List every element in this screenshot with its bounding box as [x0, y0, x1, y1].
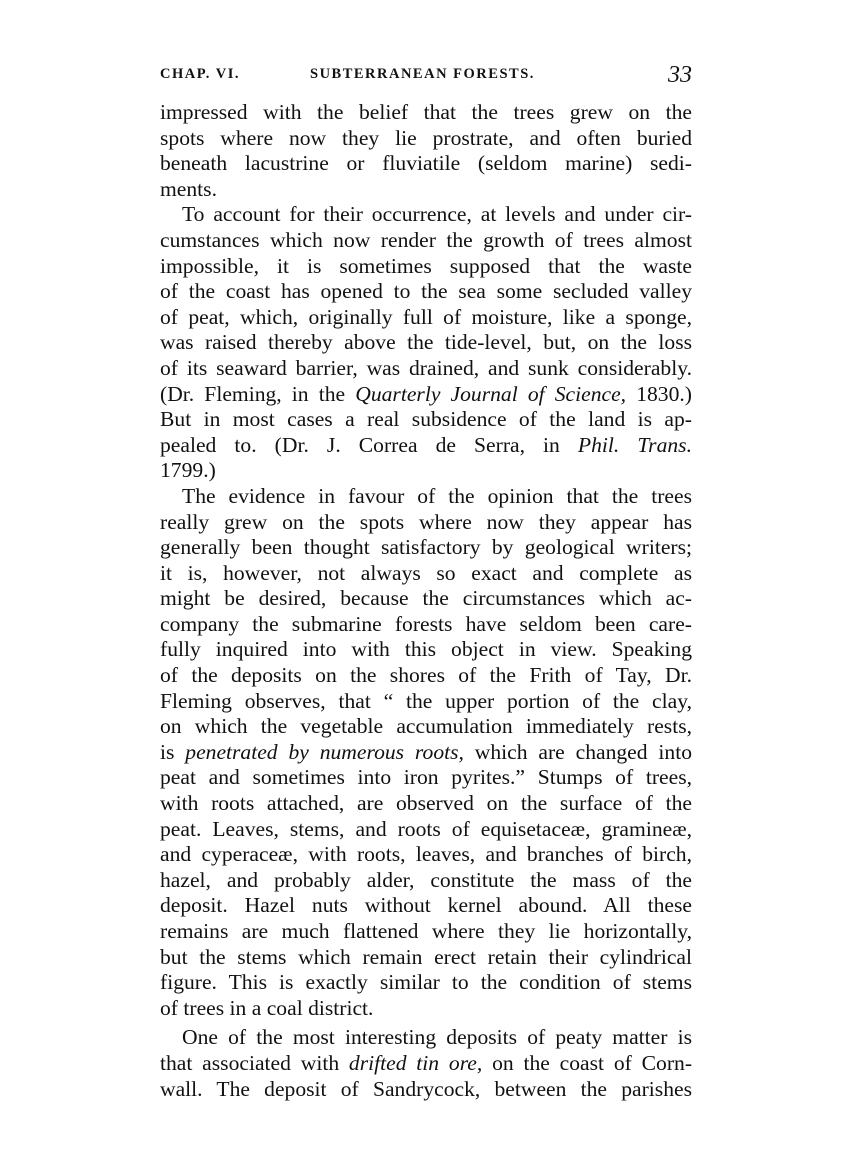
- paragraph-3: [160, 484, 692, 1021]
- journal-title: Quarterly Journal of Science,: [355, 381, 627, 406]
- paragraph-4: [160, 1025, 692, 1102]
- text-line: peat. Leaves, stems, and roots of equisetaceæ, gramineæ,: [160, 816, 692, 841]
- text-line: Fleming observes, that “ the upper portion of the clay,: [160, 688, 692, 713]
- text-line: 1799.): [160, 458, 216, 483]
- text-line: But in most cases a real subsidence of the land is ap-: [160, 407, 692, 432]
- page-number: 33: [668, 62, 692, 88]
- paragraph-2: [160, 202, 692, 484]
- text-line: generally been thought satisfactory by geological writers;: [160, 535, 692, 560]
- citation-line: [160, 433, 692, 459]
- quoted-line: [160, 740, 692, 766]
- text-line: with roots attached, are observed on the surface of the: [160, 791, 692, 816]
- text-line: peat and sometimes into iron pyrites.” Stumps of trees,: [160, 765, 692, 790]
- text-line: it is, however, not always so exact and complete as: [160, 560, 692, 585]
- body-text: [160, 100, 692, 1102]
- chapter-label: CHAP. VI.: [160, 66, 240, 82]
- text-line: of the coast has opened to the sea some secluded valley: [160, 279, 692, 304]
- text-run: pealed to. (Dr. J. Correa de Serra, in: [160, 432, 578, 457]
- emphasis-text: penetrated by numerous roots,: [185, 739, 464, 764]
- text-run: 1830.): [626, 381, 692, 406]
- text-line: cumstances which now render the growth of trees almost: [160, 227, 692, 252]
- text-line: One of the most interesting deposits of peaty matter is: [182, 1025, 692, 1050]
- text-run: that associated with: [160, 1050, 349, 1075]
- text-line: on which the vegetable accumulation immediately rests,: [160, 714, 692, 739]
- text-line: of its seaward barrier, was drained, and sunk considerably.: [160, 355, 692, 380]
- text-line: was raised thereby above the tide-level, but, on the loss: [160, 330, 692, 355]
- text-line: spots where now they lie prostrate, and often buried: [160, 125, 692, 150]
- text-line: remains are much flattened where they lie horizontally,: [160, 919, 692, 943]
- text-run: is: [160, 739, 186, 764]
- text-line: [160, 1051, 692, 1077]
- text-line: The evidence in favour of the opinion that the trees: [182, 483, 692, 508]
- text-line: fully inquired into with this object in view. Speaking: [160, 637, 692, 662]
- text-line: impressed with the belief that the trees grew on the: [160, 100, 692, 124]
- text-run: on the coast of Corn-: [482, 1050, 693, 1075]
- text-line: of the deposits on the shores of the Frith of Tay, Dr.: [160, 663, 692, 688]
- text-line: ments.: [160, 176, 217, 201]
- text-line: and cyperaceæ, with roots, leaves, and branches of birch,: [160, 842, 692, 867]
- emphasis-text: drifted tin ore,: [348, 1050, 483, 1075]
- text-line: beneath lacustrine or fluviatile (seldom marine) sedi-: [160, 151, 692, 176]
- citation-line: [160, 382, 692, 408]
- text-line: company the submarine forests have seldom been care-: [160, 611, 692, 636]
- text-line: might be desired, because the circumstances which ac-: [160, 586, 692, 611]
- text-line: of peat, which, originally full of moisture, like a sponge,: [160, 304, 692, 329]
- text-line: To account for their occurrence, at levels and under cir-: [182, 202, 692, 227]
- running-head: [160, 62, 692, 92]
- text-line: deposit. Hazel nuts without kernel abound. All these: [160, 893, 692, 918]
- text-run: (Dr. Fleming, in the: [160, 381, 356, 406]
- text-line: but the stems which remain erect retain their cylindrical: [160, 944, 692, 969]
- text-line: wall. The deposit of Sandrycock, between the parishes: [160, 1076, 692, 1101]
- text-line: really grew on the spots where now they appear has: [160, 509, 692, 534]
- text-line: figure. This is exactly similar to the condition of stems: [160, 970, 692, 995]
- text-line: impossible, it is sometimes supposed that the waste: [160, 253, 692, 278]
- text-line: hazel, and probably alder, constitute the mass of the: [160, 867, 692, 892]
- chapter-title: SUBTERRANEAN FORESTS.: [310, 66, 535, 82]
- paragraph-1: [160, 100, 692, 202]
- journal-title: Phil. Trans.: [577, 432, 692, 457]
- text-run: which are changed into: [463, 739, 692, 764]
- text-line: of trees in a coal district.: [160, 995, 374, 1020]
